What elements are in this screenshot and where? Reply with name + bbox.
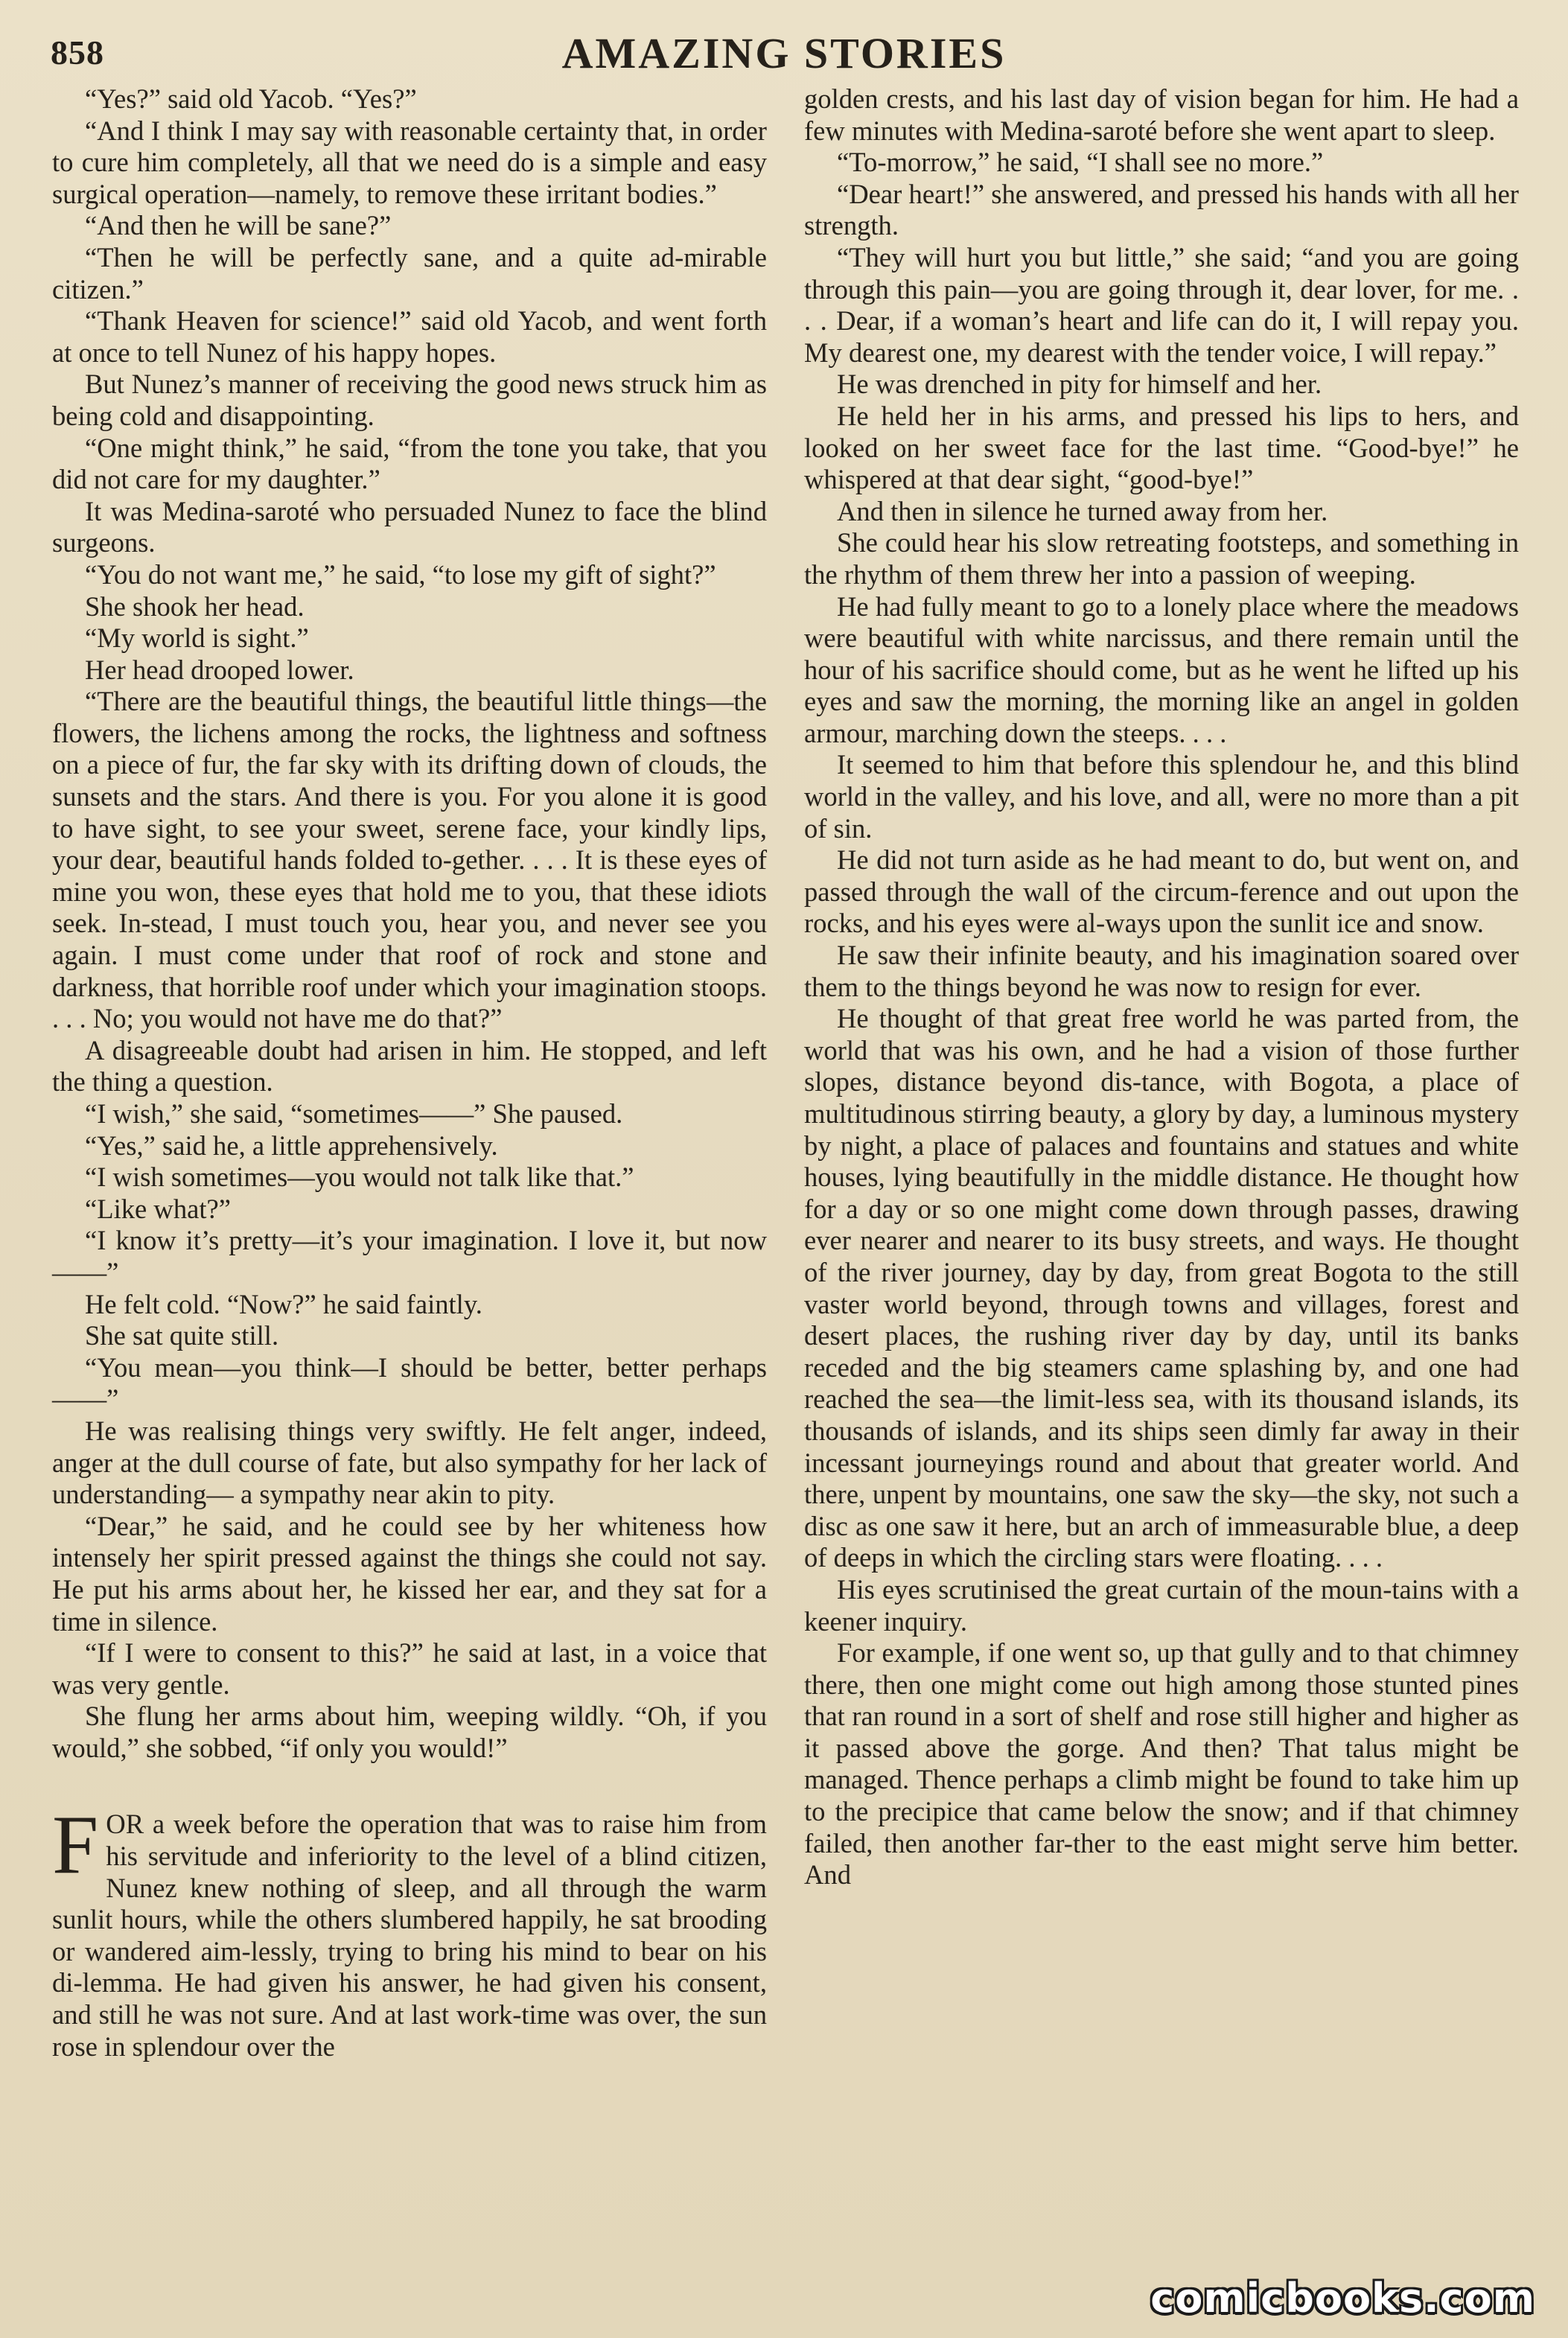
paragraph: A disagreeable doubt had arisen in him. He stopped, and left the thing a question. bbox=[52, 1034, 767, 1098]
paragraph: “If I were to consent to this?” he said at last, in a voice that was very gentle. bbox=[52, 1637, 767, 1700]
paragraph: “Yes?” said old Yacob. “Yes?” bbox=[85, 83, 417, 114]
paragraph: “Dear,” he said, and he could see by her whiteness how intensely her spirit pressed against the things she could not say. He put his arms about her, he kissed her ear, and they sat for a time in silence. bbox=[52, 1510, 767, 1637]
right-column bbox=[804, 83, 1519, 1891]
watermark-logo: comicbooks.com bbox=[1150, 2275, 1535, 2322]
right-column-text bbox=[804, 147, 1519, 1891]
section-break bbox=[52, 1764, 767, 1809]
paragraph: “They will hurt you but little,” she said; “and you are going through this pain—you are going through it, dear lover, for me. . . . Dear, if a woman’s heart and life can do it, I will repay you. My dearest one, my dearest with the tender voice, I will repay.” bbox=[804, 241, 1519, 368]
paragraph: But Nunez’s manner of receiving the good news struck him as being cold and disappointing. bbox=[52, 369, 767, 431]
paragraph: She flung her arms about him, weeping wildly. “Oh, if you would,” she sobbed, “if only you would!” bbox=[52, 1701, 767, 1763]
paragraph: He saw their infinite beauty, and his imagination soared over them to the things beyond he was now to resign for ever. bbox=[804, 940, 1519, 1002]
paragraph: He thought of that great free world he was parted from, the world that was his own, and he had a vision of those further slopes, distance beyond dis-tance, with Bogota, a place of multitudinous stirring beauty, a glory by day, a luminous mystery by night, a place of palaces and fountains and statues and white houses, lying beautifully in the middle distance. He thought how for a day or so one might come down through passes, drawing ever nearer and nearer to its busy streets, and ways. He thought of the river journey, day by day, from great Bogota to the still vaster world beyond, through towns and villages, forest and desert places, the rushing river day by day, until its banks receded and the big steamers came splashing by, and one had reached the sea—the limit-less sea, with its thousand islands, its thousands of islands, and its ships seen dimly far away in their incessant journeyings round and about that greater world. And there, unpent by mountains, one saw the sky—the sky, not such a disc as one saw it here, but an arch of immeasurable blue, a deep of deeps in which the circling stars were floating. . . . bbox=[804, 1003, 1519, 1573]
paragraph: He held her in his arms, and pressed his lips to hers, and looked on her sweet face for the last time. “Good-bye!” he whispered at that dear sight, “good-bye!” bbox=[804, 400, 1519, 495]
page-number: 858 bbox=[51, 34, 104, 71]
paragraph: “And then he will be sane?” bbox=[85, 210, 392, 241]
paragraph: “You mean—you think—I should be better, better perhaps——” bbox=[52, 1351, 767, 1415]
paragraph: She shook her head. bbox=[85, 590, 305, 622]
paragraph: And then in silence he turned away from her. bbox=[837, 495, 1328, 526]
paragraph: For example, if one went so, up that gully and to that chimney there, then one might come out high among those stunted pines that ran round in a sort of shelf and rose still higher and higher as it passed above the gorge. And then? That talus might be managed. Thence perhaps a climb might be found to take him up to the precipice that came below the snow; and if that chimney failed, then another far-ther to the east might serve him better. And bbox=[804, 1637, 1519, 1891]
paragraph: “Like what?” bbox=[85, 1193, 231, 1224]
paragraph: It was Medina-saroté who persuaded Nunez to face the blind surgeons. bbox=[52, 495, 767, 558]
paragraph: He felt cold. “Now?” he said faintly. bbox=[85, 1288, 482, 1319]
paragraph: His eyes scrutinised the great curtain of the moun-tains with a keener inquiry. bbox=[804, 1573, 1519, 1637]
drop-cap-paragraph bbox=[52, 1799, 767, 2063]
paragraph: “There are the beautiful things, the beautiful little things—the flowers, the lichens among the rocks, the lightness and softness on a piece of fur, the far sky with its drifting down of clouds, the sunsets and the stars. And there is you. For you alone it is good to have sight, to see your sweet, serene face, your kindly lips, your dear, beautiful hands folded to-gether. . . . It is these eyes of mine you won, these eyes that hold me to you, that these idiots seek. In-stead, I must touch you, hear you, and never see you again. I must come under that roof of rock and stone and darkness, that horrible roof under which your imagination stoops. . . . No; you would not have me do that?” bbox=[52, 686, 767, 1034]
paragraph: He was realising things very swiftly. He felt anger, indeed, anger at the dull course of fate, but also sympathy for her lack of understanding— a sympathy near akin to pity. bbox=[52, 1415, 767, 1510]
paragraph: “You do not want me,” he said, “to lose my gift of sight?” bbox=[85, 558, 716, 590]
paragraph: “One might think,” he said, “from the tone you take, that you did not care for my daughter.” bbox=[52, 432, 767, 495]
left-column-text bbox=[52, 83, 767, 1764]
paragraph: Her head drooped lower. bbox=[85, 654, 354, 685]
paragraph: “My world is sight.” bbox=[85, 622, 309, 654]
page-header bbox=[45, 27, 1523, 86]
continued-paragraph: golden crests, and his last day of vision began for him. He had a few minutes with Medina-saroté before she went apart to sleep. bbox=[804, 83, 1519, 146]
paragraph: “I know it’s pretty—it’s your imagination. I love it, but now——” bbox=[52, 1225, 767, 1287]
left-column bbox=[52, 83, 767, 2063]
paragraph: She could hear his slow retreating footsteps, and something in the rhythm of them threw her into a passion of weeping. bbox=[804, 527, 1519, 590]
paragraph: It seemed to him that before this splendour he, and this blind world in the valley, and his love, and all, were no more than a pit of sin. bbox=[804, 749, 1519, 844]
paragraph: “Then he will be perfectly sane, and a quite ad-mirable citizen.” bbox=[52, 241, 767, 305]
paragraph: “Thank Heaven for science!” said old Yacob, and went forth at once to tell Nunez of his happy hopes. bbox=[52, 305, 767, 368]
paragraph: “Dear heart!” she answered, and pressed his hands with all her strength. bbox=[804, 178, 1519, 241]
paragraph: He had fully meant to go to a lonely place where the meadows were beautiful with white narcissus, and there remain until the hour of his sacrifice should come, but as he went he lifted up his eyes and saw the morning, the morning like an angel in golden armour, marching down the steeps. . . . bbox=[804, 590, 1519, 748]
paragraph: She sat quite still. bbox=[85, 1320, 279, 1351]
paragraph: He did not turn aside as he had meant to do, but went on, and passed through the wall of the circum-ference and out upon the rocks, and his eyes were al-ways upon the sunlit ice and snow. bbox=[804, 844, 1519, 939]
paragraph: He was drenched in pity for himself and her. bbox=[837, 369, 1322, 400]
paragraph: “I wish,” she said, “sometimes——” She paused. bbox=[85, 1098, 623, 1129]
paragraph: “Yes,” said he, a little apprehensively. bbox=[85, 1130, 498, 1161]
drop-cap-paragraph-text: OR a week before the operation that was to raise him from his servitude and inferiority to the level of a blind citizen, Nunez knew nothing of sleep, and all through the warm sunlit hours, while the others slumbered happily, he sat brooding or wandered aim-lessly, trying to bring his mind to bear on his di-lemma. He had given his answer, he had given his consent, and still he was not sure. And at last work-time was over, the sun rose in splendour over the bbox=[52, 1809, 767, 2062]
paragraph: “I wish sometimes—you would not talk like that.” bbox=[85, 1162, 634, 1193]
paragraph: “And I think I may say with reasonable certainty that, in order to cure him completely, all that we need do is a simple and easy surgical operation—namely, to remove these irritant bodies.” bbox=[52, 115, 767, 209]
paragraph: “To-morrow,” he said, “I shall see no more.” bbox=[837, 147, 1324, 178]
drop-cap-letter: F bbox=[52, 1799, 99, 1892]
magazine-title: AMAZING STORIES bbox=[561, 29, 1007, 77]
